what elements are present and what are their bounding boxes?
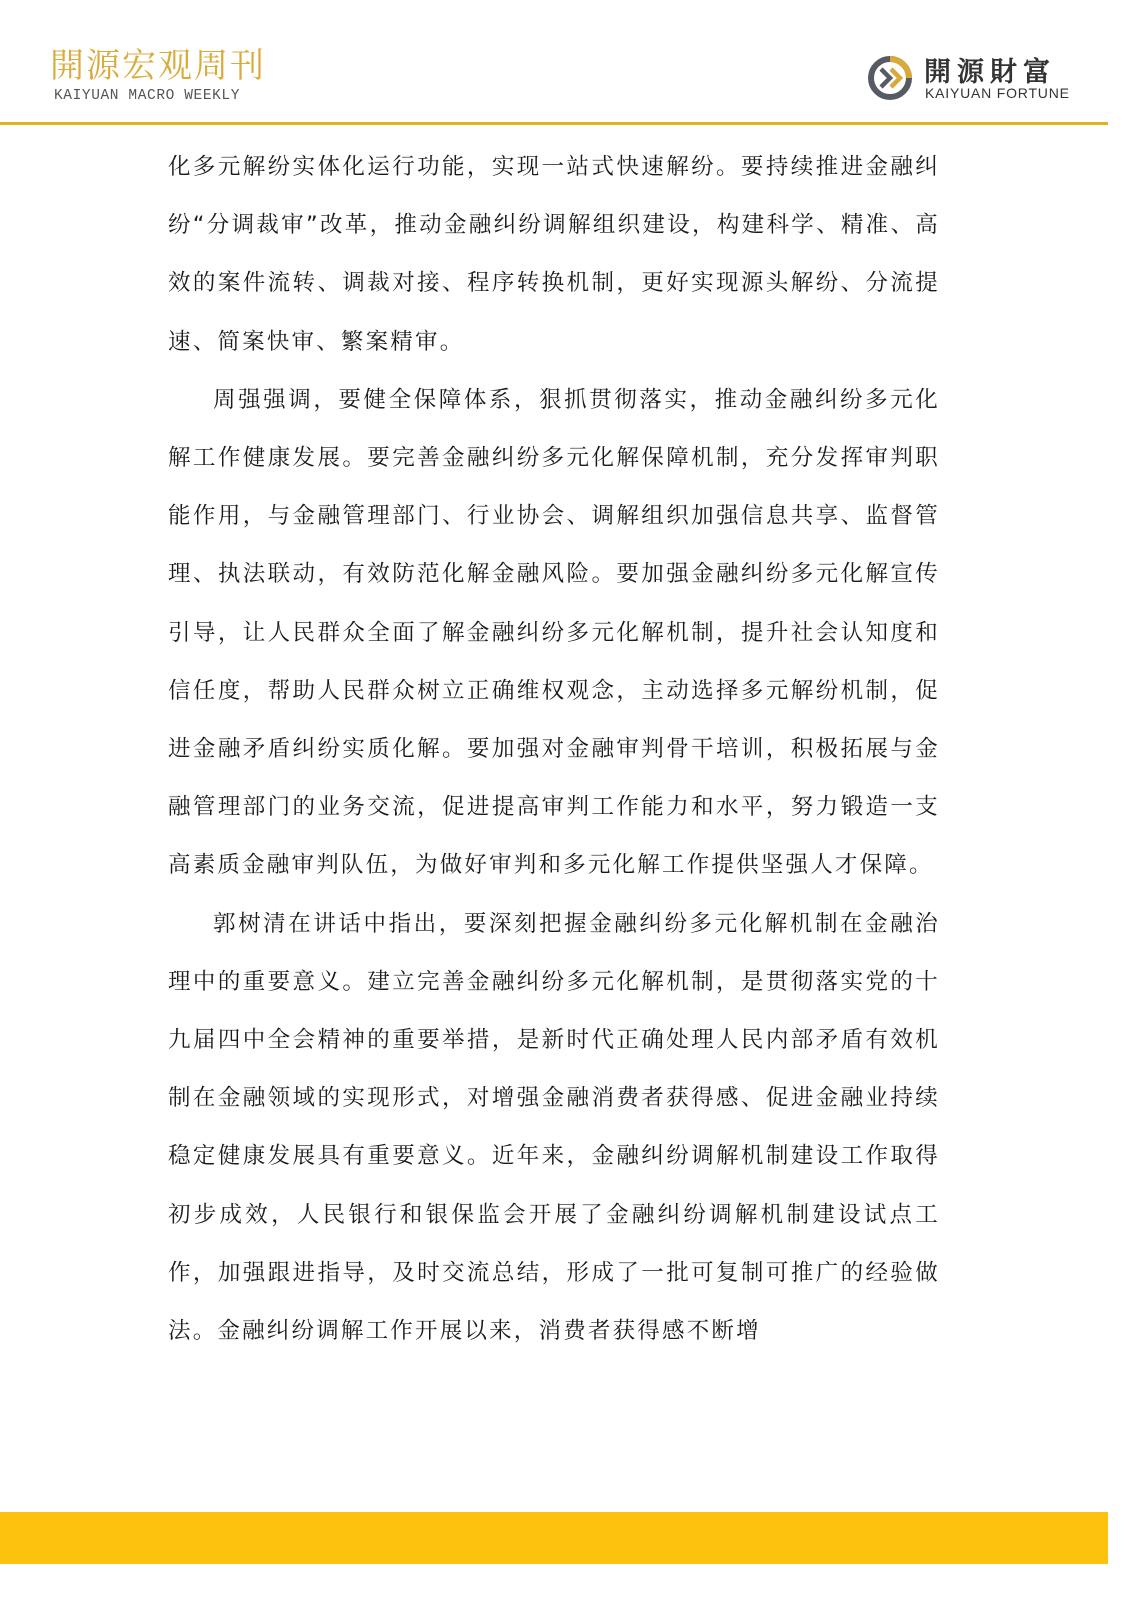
paragraph-1: 化多元解纷实体化运行功能，实现一站式快速解纷。要持续推进金融纠纷“分调裁审”改革，推动金融纠纷调解组织建设，构建科学、精准、高效的案件流转、调裁对接、程序转换机制，更好实现源头解纷、分流提速、简案快审、繁案精审。 (168, 154, 940, 355)
paragraph-3: 郭树清在讲话中指出，要深刻把握金融纠纷多元化解机制在金融治理中的重要意义。建立完善金融纠纷多元化解机制，是贯彻落实党的十九届四中全会精神的重要举措，是新时代正确处理人民内部矛盾有效机制在金融领域的实现形式，对增强金融消费者获得感、促进金融业持续稳定健康发展具有重要意义。近年来，金融纠纷调解机制建设工作取得初步成效，人民银行和银保监会开展了金融纠纷调解机制建设试点工作，加强跟进指导，及时交流总结，形成了一批可复制可推广的经验做法。金融纠纷调解工作开展以来，消费者获得感不断增 (168, 910, 940, 1345)
kaiyuan-logo-icon (866, 54, 914, 102)
logo-name-cn: 開源財富 (924, 57, 1056, 88)
publication-subtitle: KAIYUAN MACRO WEEKLY (54, 88, 241, 104)
paragraph-2: 周强强调，要健全保障体系，狠抓贯彻落实，推动金融纠纷多元化解工作健康发展。要完善金融纠纷多元化解保障机制，充分发挥审判职能作用，与金融管理部门、行业协会、调解组织加强信息共享、监督管理、执法联动，有效防范化解金融风险。要加强金融纠纷多元化解宣传引导，让人民群众全面了解金融纠纷多元化解机制，提升社会认知度和信任度，帮助人民群众树立正确维权观念，主动选择多元解纷机制，促进金融矛盾纠纷实质化解。要加强对金融审判骨干培训，积极拓展与金融管理部门的业务交流，促进提高审判工作能力和水平，努力锻造一支高素质金融审判队伍，为做好审判和多元化解工作提供坚强人才保障。 (168, 386, 940, 879)
header-divider (0, 122, 1108, 125)
publication-title: 開源宏观周刊 (50, 46, 266, 86)
footer-bar (0, 1512, 1108, 1564)
logo-name-en: KAIYUAN FORTUNE (925, 85, 1070, 101)
logo-k-chevron-upper (881, 69, 890, 87)
company-logo (866, 48, 1076, 108)
article-body (168, 138, 940, 1360)
page-header (0, 0, 1131, 125)
